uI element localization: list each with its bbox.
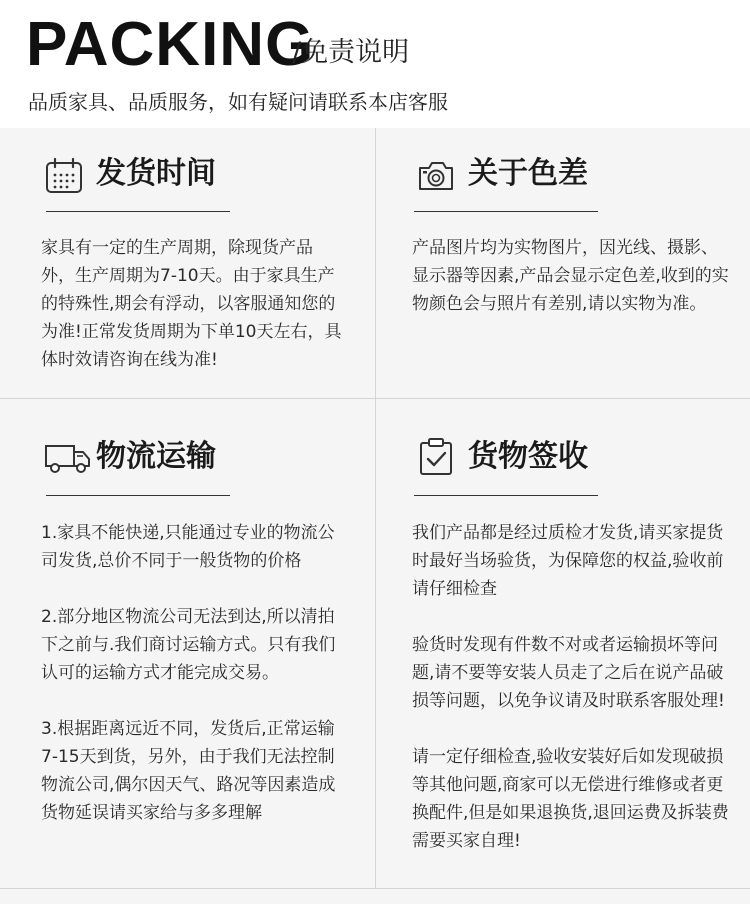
title-underline	[414, 211, 598, 212]
logistics-title: 物流运输	[96, 439, 216, 474]
camera-icon	[416, 156, 456, 196]
bottom-divider	[0, 888, 750, 889]
receipt-paragraph: 请一定仔细检查,验收安装好后如发现破损等其他问题,商家可以无偿进行维修或者更换配件,但是如果退换货,退回运费及拆装费需要买家自理!	[412, 747, 729, 851]
logistics-paragraph: 2.部分地区物流公司无法到达,所以清拍下之前与.我们商讨运输方式。只有我们认可的运输方式才能完成交易。	[41, 607, 336, 683]
color-difference-text: 产品图片均为实物图片，因光线、摄影、显示器等因素,产品会显示定色差,收到的实物颜色会与照片有差别,请以实物为准。	[412, 238, 729, 314]
page-title: PACKING	[26, 10, 315, 79]
title-underline	[414, 495, 598, 496]
page-subtitle: /免责说明	[292, 37, 410, 68]
shipping-time-title: 发货时间	[96, 156, 216, 191]
logistics-paragraph: 3.根据距离远近不同，发货后,正常运输7-15天到货，另外，由于我们无法控制物流公司,偶尔因天气、路况等因素造成货物延误请买家给与多多理解	[41, 719, 336, 823]
title-underline	[46, 495, 230, 496]
calendar-icon	[44, 156, 84, 196]
header-description: 品质家具、品质服务，如有疑问请联系本店客服	[28, 90, 448, 114]
color-difference-panel	[376, 128, 750, 398]
logistics-text	[41, 519, 346, 827]
receipt-title: 货物签收	[468, 439, 588, 474]
receipt-panel	[376, 399, 750, 888]
logistics-panel	[0, 399, 375, 888]
title-underline	[46, 211, 230, 212]
info-grid	[0, 128, 750, 904]
clipboard-check-icon	[416, 437, 456, 477]
shipping-time-panel	[0, 128, 375, 398]
receipt-text	[412, 519, 732, 855]
truck-icon	[44, 437, 92, 477]
receipt-paragraph: 我们产品都是经过质检才发货,请买家提货时最好当场验货，为保障您的权益,验收前请仔细检查	[412, 523, 724, 599]
page-header	[0, 0, 750, 128]
shipping-time-text: 家具有一定的生产周期，除现货产品外，生产周期为7-10天。由于家具生产的特殊性,期会有浮动，以客服通知您的为准!正常发货周期为下单10天左右，具体时效请咨询在线为准!	[41, 238, 342, 370]
logistics-paragraph: 1.家具不能快递,只能通过专业的物流公司发货,总价不同于一般货物的价格	[41, 523, 335, 571]
receipt-paragraph: 验货时发现有件数不对或者运输损坏等问题,请不要等安装人员走了之后在说产品破损等问题，以免争议请及时联系客服处理!	[412, 635, 725, 711]
color-difference-title: 关于色差	[468, 156, 588, 191]
